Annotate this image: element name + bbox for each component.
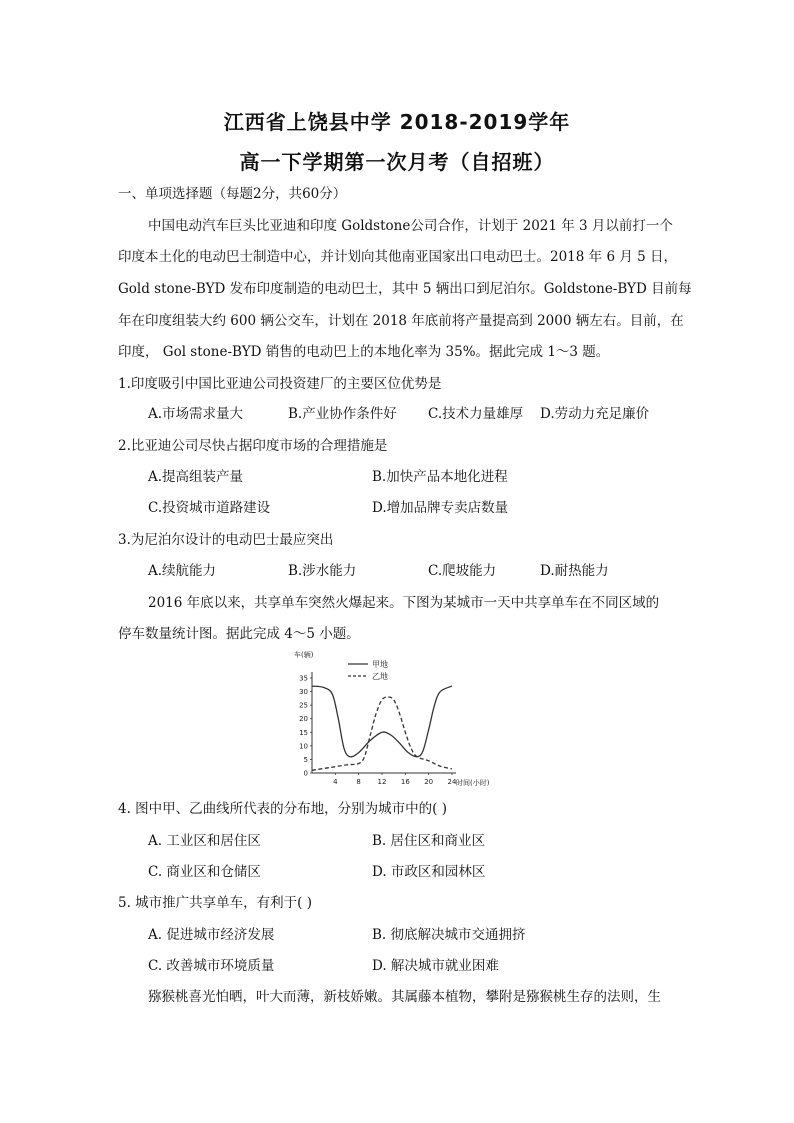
passage2-line: 2016 年底以来，共享单车突然火爆起来。下图为某城市一天中共享单车在不同区域的 [148, 595, 660, 611]
passage1-line: 中国电动汽车巨头比亚迪和印度 Goldstone公司合作，计划于 2021 年 3 月以前打一个 [148, 218, 673, 234]
y-tick-label: 20 [299, 715, 308, 724]
section-heading: 一、单项选择题（每题2分，共60分） [118, 186, 347, 202]
exam-title-line1: 江西省上饶县中学 2018-2019学年 [223, 110, 571, 134]
passage2-line: 停车数量统计图。据此完成 4～5 小题。 [118, 626, 360, 642]
y-tick-label: 35 [299, 674, 308, 683]
chart-ylabel: 车(辆) [294, 651, 314, 659]
q2-option-b: B.加快产品本地化进程 [372, 469, 508, 485]
passage1-line: Gold stone-BYD 发布印度制造的电动巴士，其中 5 辆出口到尼泊尔。Goldstone-BYD 目前每 [118, 281, 692, 297]
y-tick-label: 30 [299, 688, 308, 697]
passage1-line: 年在印度组装大约 600 辆公交车，计划在 2018 年底前将产量提高到 2000 辆左右。目前，在 [118, 313, 684, 329]
q1-option-b: B.产业协作条件好 [288, 406, 397, 422]
bike-parking-chart [290, 648, 502, 794]
q3-option-b: B.涉水能力 [288, 563, 357, 579]
q5-option-d: D. 解决城市就业困难 [372, 958, 499, 974]
passage1-line: 印度本土化的电动巴士制造中心，并计划向其他南亚国家出口电动巴士。2018 年 6 月 5 日， [118, 249, 677, 265]
x-tick-label: 4 [333, 778, 338, 786]
q1-option-a: A.市场需求量大 [148, 406, 244, 422]
q3-option-d: D.耐热能力 [540, 563, 609, 579]
y-tick-label: 10 [299, 742, 308, 751]
y-tick-label: 0 [303, 769, 308, 778]
q2-option-c: C.投资城市道路建设 [148, 500, 271, 516]
legend-label-jia: 甲地 [372, 660, 388, 669]
q5-option-b: B. 彻底解决城市交通拥挤 [372, 927, 526, 943]
y-tick-label: 5 [303, 755, 308, 764]
chart-svg [290, 648, 502, 794]
exam-title-line2: 高一下学期第一次月考（自招班） [239, 150, 555, 174]
question-3-stem: 3.为尼泊尔设计的电动巴士最应突出 [118, 532, 334, 548]
q2-option-d: D.增加品牌专卖店数量 [372, 500, 509, 516]
q2-option-a: A.提高组装产量 [148, 469, 244, 485]
x-tick-label: 20 [424, 778, 434, 786]
q4-option-a: A. 工业区和居住区 [148, 833, 261, 849]
question-2-stem: 2.比亚迪公司尽快占据印度市场的合理措施是 [118, 438, 388, 454]
q3-option-c: C.爬坡能力 [428, 563, 497, 579]
q5-option-c: C. 改善城市环境质量 [148, 958, 275, 974]
y-tick-label: 25 [299, 701, 308, 710]
passage1-line: 印度， Gol stone-BYD 销售的电动巴上的本地化率为 35%。据此完成 1～3 题。 [118, 344, 610, 360]
q4-option-b: B. 居住区和商业区 [372, 833, 486, 849]
q4-option-d: D. 市政区和园林区 [372, 864, 486, 880]
q5-option-a: A. 促进城市经济发展 [148, 927, 275, 943]
passage3-line: 猕猴桃喜光怕晒，叶大而薄，新枝娇嫩。其属藤本植物，攀附是猕猴桃生存的法则，生 [148, 989, 661, 1005]
x-tick-label: 16 [400, 778, 410, 786]
chart-xlabel: 时间(小时) [456, 779, 490, 787]
question-1-stem: 1.印度吸引中国比亚迪公司投资建厂的主要区位优势是 [118, 376, 442, 392]
question-4-stem: 4. 图中甲、乙曲线所代表的分布地，分别为城市中的( ) [118, 801, 447, 817]
x-tick-label: 24 [447, 778, 457, 786]
q4-option-c: C. 商业区和仓储区 [148, 864, 261, 880]
y-tick-label: 15 [299, 728, 308, 737]
x-tick-label: 12 [377, 778, 387, 786]
q3-option-a: A.续航能力 [148, 563, 217, 579]
question-5-stem: 5. 城市推广共享单车，有利于( ) [118, 895, 312, 911]
q1-option-c: C.技术力量雄厚 [428, 406, 524, 422]
q1-option-d: D.劳动力充足廉价 [540, 406, 650, 422]
legend-label-yi: 乙地 [372, 672, 388, 681]
x-tick-label: 8 [356, 778, 361, 786]
